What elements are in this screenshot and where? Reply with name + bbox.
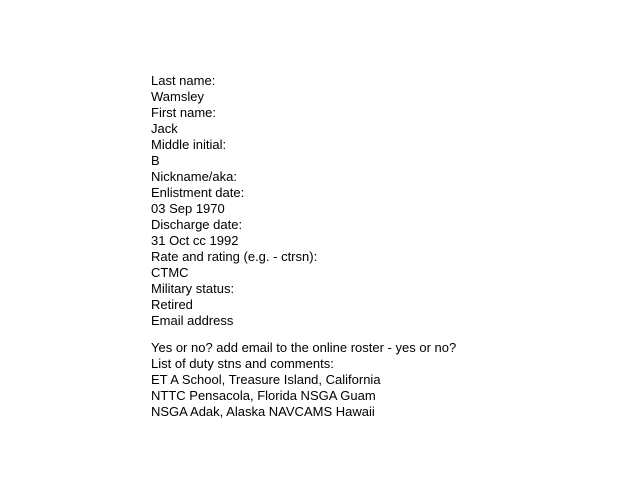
duty-stations-label: List of duty stns and comments:: [151, 356, 334, 371]
first-name-label: First name:: [151, 105, 217, 120]
last-name-label: Last name:: [151, 73, 216, 88]
duty-station-item: NSGA Adak, Alaska NAVCAMS Hawaii: [151, 404, 375, 419]
duty-station-item: NTTC Pensacola, Florida NSGA Guam: [151, 388, 376, 403]
middle-initial-label: Middle initial:: [151, 137, 227, 152]
first-name-value: Jack: [151, 121, 178, 136]
enlistment-date-label: Enlistment date:: [151, 185, 245, 200]
roster-question: Yes or no? add email to the online roster - yes or no?: [151, 340, 457, 355]
enlistment-date-value: 03 Sep 1970: [151, 201, 225, 216]
discharge-date-label: Discharge date:: [151, 217, 243, 232]
personnel-record: [151, 73, 621, 420]
military-status-value: Retired: [151, 297, 193, 312]
nickname-label: Nickname/aka:: [151, 169, 237, 184]
email-label: Email address: [151, 313, 234, 328]
military-status-label: Military status:: [151, 281, 235, 296]
duty-station-item: ET A School, Treasure Island, California: [151, 372, 381, 387]
rate-rating-value: CTMC: [151, 265, 189, 280]
middle-initial-value: B: [151, 153, 160, 168]
rate-rating-label: Rate and rating (e.g. - ctrsn):: [151, 249, 318, 264]
blank-line: [151, 329, 621, 340]
discharge-date-value: 31 Oct cc 1992: [151, 233, 239, 248]
last-name-value: Wamsley: [151, 89, 204, 104]
